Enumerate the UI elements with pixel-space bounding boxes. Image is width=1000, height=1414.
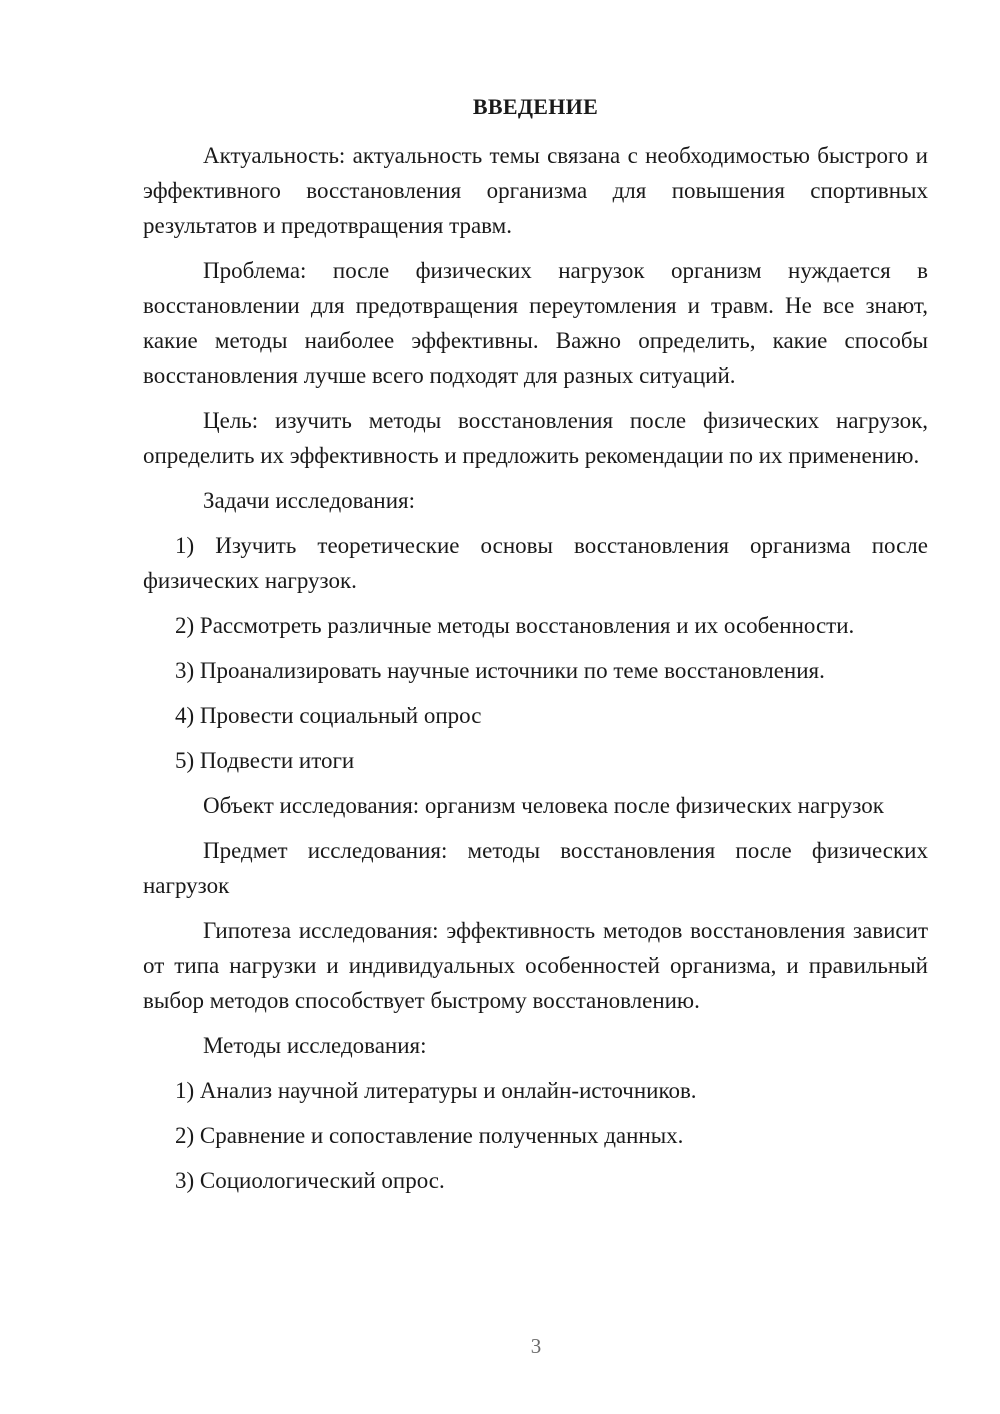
task-item: 2) Рассмотреть различные методы восстановления и их особенности. [175, 613, 855, 638]
task-item: 4) Провести социальный опрос [175, 703, 482, 728]
subject-paragraph: Предмет исследования: методы восстановления после физических нагрузок [143, 838, 928, 898]
task-item: 1) Изучить теоретические основы восстановления организма после физических нагрузок. [143, 533, 928, 593]
tasks-heading: Задачи исследования: [203, 488, 416, 513]
goal-paragraph: Цель: изучить методы восстановления после физических нагрузок, определить их эффективность и предложить рекомендации по их применению. [143, 408, 928, 468]
task-item: 5) Подвести итоги [175, 748, 355, 773]
methods-heading: Методы исследования: [203, 1033, 427, 1058]
method-item: 2) Сравнение и сопоставление полученных данных. [175, 1123, 684, 1148]
object-paragraph: Объект исследования: организм человека после физических нагрузок [203, 793, 884, 818]
actuality-paragraph: Актуальность: актуальность темы связана с необходимостью быстрого и эффективного восстановления организма для повышения спортивных результатов и предотвращения травм. [143, 143, 928, 238]
hypothesis-paragraph: Гипотеза исследования: эффективность методов восстановления зависит от типа нагрузки и индивидуальных особенностей организма, и правильный выбор методов способствует быстрому восстановлению. [143, 918, 928, 1013]
page-number: 3 [530, 1334, 542, 1358]
page-content [143, 94, 928, 1208]
method-item: 1) Анализ научной литературы и онлайн-источников. [175, 1078, 697, 1103]
page-title: ВВЕДЕНИЕ [472, 94, 599, 119]
task-item: 3) Проанализировать научные источники по теме восстановления. [175, 658, 825, 683]
method-item: 3) Социологический опрос. [175, 1168, 445, 1193]
problem-paragraph: Проблема: после физических нагрузок организм нуждается в восстановлении для предотвращения переутомления и травм. Не все знают, какие методы наиболее эффективны. Важно определить, какие способы восстановления лучше всего подходят для разных ситуаций. [143, 258, 928, 388]
